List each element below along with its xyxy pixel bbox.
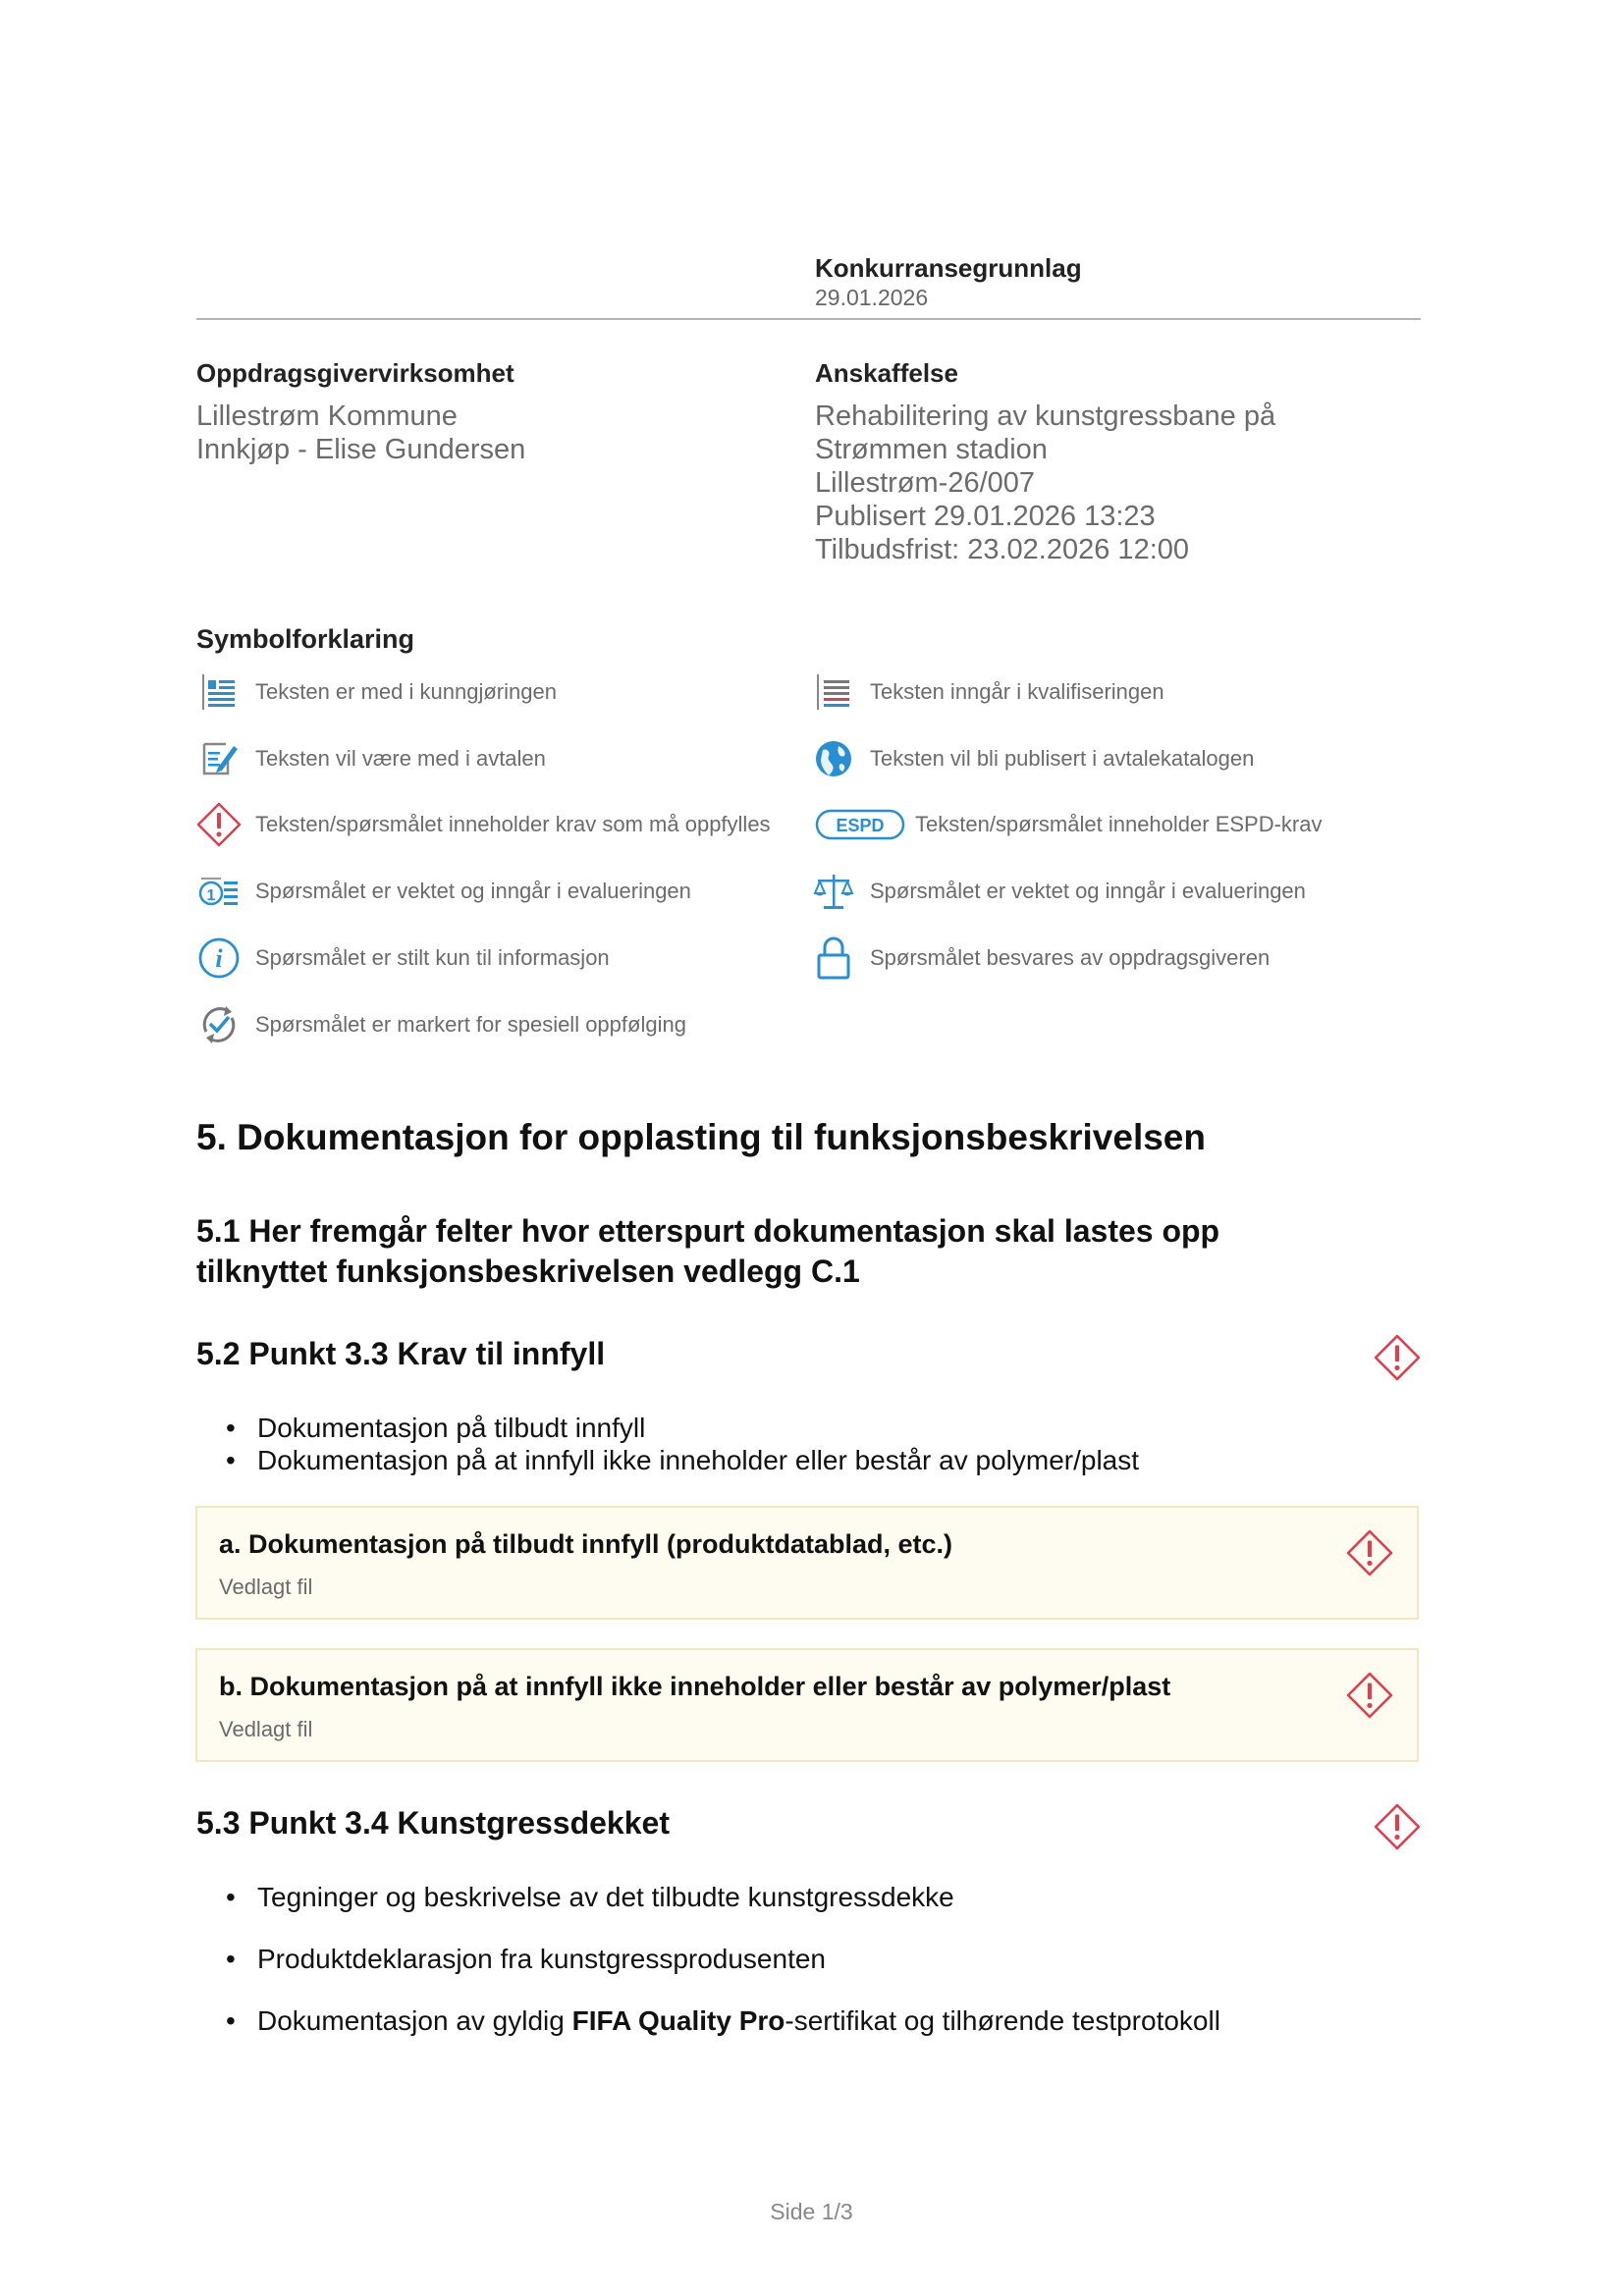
fifa-certificate-name: FIFA Quality Pro	[571, 2005, 785, 2036]
header-divider	[196, 318, 1421, 320]
legend-label: Spørsmålet er markert for spesiell oppfølging	[255, 1012, 686, 1037]
qualification-list-icon	[811, 669, 856, 715]
section-5-1-title-line2: tilknyttet funksjonsbeskrivelsen vedlegg C.1	[196, 1254, 860, 1289]
list-item: • Produktdeklarasjon fra kunstgressprodusenten	[226, 1944, 827, 1974]
legend-item-espd	[815, 802, 1323, 847]
section-5-title: 5. Dokumentasjon for opplasting til funksjonsbeskrivelsen	[196, 1117, 1206, 1157]
section-5-2-title: 5.2 Punkt 3.3 Krav til innfyll	[196, 1336, 606, 1371]
legend-item-scale	[811, 869, 1306, 914]
follow-up-icon	[196, 1002, 242, 1047]
list-item: • Tegninger og beskrivelse av det tilbudte kunstgressdekke	[226, 1882, 954, 1912]
list-item: • Dokumentasjon av gyldig FIFA Quality Pro-sertifikat og tilhørende testprotokoll	[226, 2005, 1220, 2036]
requirement-warning-icon	[196, 802, 242, 847]
section-5-3-title: 5.3 Punkt 3.4 Kunstgressdekket	[196, 1805, 670, 1841]
legend-item-follow-up	[196, 1002, 686, 1047]
legend-item-contract	[196, 736, 546, 781]
legend-label: Teksten/spørsmålet inneholder ESPD-krav	[915, 812, 1323, 836]
requirement-warning-icon	[1346, 1672, 1393, 1724]
procurement-name-line2: Strømmen stadion	[815, 434, 1048, 465]
legend-label: Teksten er med i kunngjøringen	[255, 679, 557, 704]
legend-item-qualification	[811, 669, 1164, 715]
buyer-contact: Innkjøp - Elise Gundersen	[196, 434, 526, 465]
legend-label: Teksten vil bli publisert i avtalekatalogen	[870, 746, 1255, 771]
procurement-heading: Anskaffelse	[815, 358, 958, 388]
legend-item-weighted	[196, 869, 691, 914]
question-answer-type: Vedlagt fil	[219, 1717, 313, 1741]
lock-icon	[811, 935, 856, 981]
espd-badge-text: ESPD	[836, 816, 885, 835]
scale-icon	[811, 869, 856, 914]
weighted-list-icon	[196, 869, 242, 914]
legend-label: Spørsmålet er vektet og inngår i evalueringen	[255, 879, 691, 903]
question-answer-type: Vedlagt fil	[219, 1575, 313, 1599]
buyer-heading: Oppdragsgivervirksomhet	[196, 358, 514, 388]
legend-label: Spørsmålet er stilt kun til informasjon	[255, 945, 610, 970]
legend-item-info	[196, 935, 610, 981]
document-date: 29.01.2026	[815, 285, 929, 310]
globe-icon	[811, 736, 856, 781]
list-item: • Dokumentasjon på tilbudt innfyll	[226, 1413, 646, 1443]
section-5-1-title	[196, 1211, 1219, 1292]
legend-item-buyer-answers	[811, 935, 1270, 981]
info-icon	[196, 935, 242, 981]
svg-text:i: i	[215, 944, 223, 973]
legend-item-catalog	[811, 736, 1254, 781]
legend-label: Spørsmålet besvares av oppdragsgiveren	[870, 945, 1271, 970]
procurement-published: Publisert 29.01.2026 13:23	[815, 501, 1156, 532]
legend-title: Symbolforklaring	[196, 624, 415, 654]
legend-label: Teksten/spørsmålet inneholder krav som må oppfylles	[255, 812, 771, 836]
procurement-deadline: Tilbudsfrist: 23.02.2026 12:00	[815, 534, 1190, 565]
legend-label: Teksten vil være med i avtalen	[255, 746, 546, 771]
list-item: • Dokumentasjon på at innfyll ikke inneholder eller består av polymer/plast	[226, 1445, 1140, 1475]
requirement-warning-icon	[1374, 1803, 1421, 1855]
question-title: a. Dokumentasjon på tilbudt innfyll (produktdatablad, etc.)	[219, 1529, 953, 1559]
question-title: b. Dokumentasjon på at innfyll ikke inneholder eller består av polymer/plast	[219, 1672, 1171, 1701]
buyer-info	[196, 400, 525, 466]
page-number: Side 1/3	[770, 2199, 853, 2224]
procurement-name-line1: Rehabilitering av kunstgressbane på	[815, 400, 1276, 432]
requirement-warning-icon	[1346, 1529, 1393, 1581]
espd-badge-icon	[815, 802, 905, 847]
question-card-a	[195, 1506, 1419, 1620]
buyer-name: Lillestrøm Kommune	[196, 400, 458, 432]
announcement-icon	[196, 669, 242, 715]
legend-label: Spørsmålet er vektet og inngår i evalueringen	[870, 879, 1306, 903]
legend-item-announcement	[196, 669, 557, 715]
question-card-b	[195, 1648, 1419, 1762]
legend-item-requirement	[196, 802, 771, 847]
legend-label: Teksten inngår i kvalifiseringen	[870, 679, 1164, 704]
requirement-warning-icon	[1374, 1334, 1421, 1386]
section-5-1-title-line1: 5.1 Her fremgår felter hvor etterspurt dokumentasjon skal lastes opp	[196, 1213, 1220, 1249]
procurement-reference: Lillestrøm-26/007	[815, 467, 1036, 499]
document-title: Konkurransegrunnlag	[815, 253, 1082, 283]
svg-text:1: 1	[206, 887, 216, 904]
contract-edit-icon	[196, 736, 242, 781]
procurement-info	[815, 400, 1275, 566]
